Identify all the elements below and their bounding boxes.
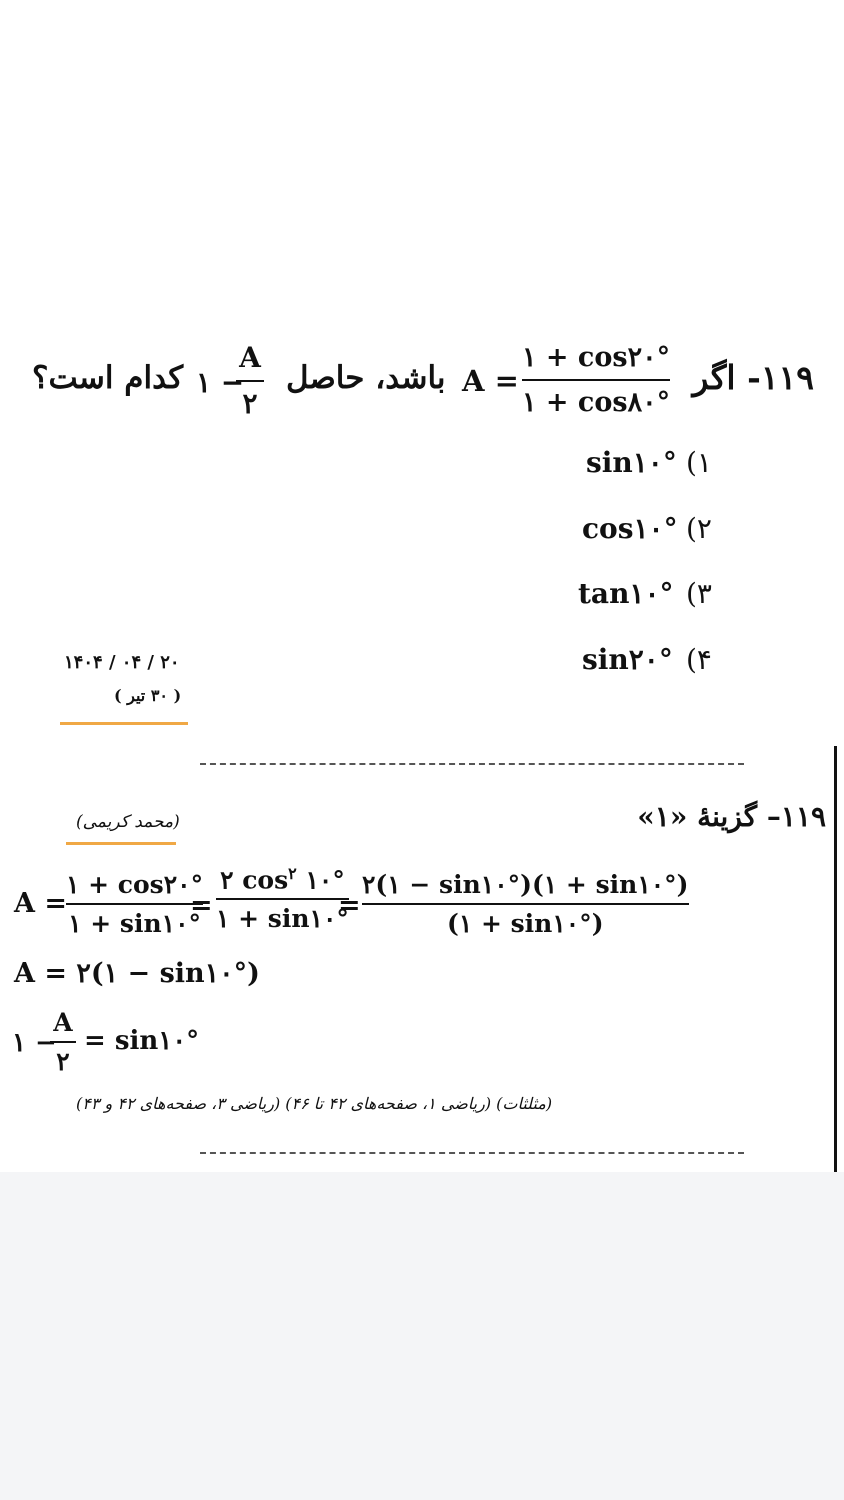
option-1-number: (۱ [686,446,712,479]
option-3-number: (۳ [686,577,712,610]
option-3-value: tan۱۰° [578,577,674,610]
separator-bottom [200,1152,744,1154]
fraction-bar [522,379,670,381]
line3-rest: = sin۱۰° [84,1026,200,1056]
stamp-underline [60,722,188,725]
question-A-equals: A = [462,364,519,398]
line3-prefix: ۱ − [12,1028,57,1058]
solution-fraction-2 [216,864,349,934]
bottom-blank-area [0,1172,844,1500]
solution-author: (محمد کریمی) [76,812,180,832]
stamp-date: ۱۴۰۴ / ۰۴ / ۲۰ [64,652,180,673]
question-middle-text: باشد، حاصل [286,360,446,396]
expr-numerator: A [239,341,261,374]
fraction-2-numerator: ۲ $\cos^۲$ ۱۰° [220,864,345,895]
fraction-bar [50,1041,76,1043]
line3-numerator: A [53,1008,73,1037]
line3-A-over-2 [50,1010,76,1074]
fraction-3-denominator: (۱ + sin۱۰°) [446,909,604,938]
fraction-bar [66,903,203,905]
question-one-minus: ۱ − [196,366,245,399]
expr-denominator: ۲ [242,387,258,420]
solution-fraction-3 [362,872,689,936]
question-fraction [522,344,670,416]
fraction-bar [362,903,689,905]
line3-denominator: ۲ [56,1047,70,1076]
fraction-3-numerator: ۲(۱ − sin۱۰°)(۱ + sin۱۰°) [362,870,689,899]
stamp-day: ( ۳۰ تیر ) [114,686,182,705]
option-2-value: cos۱۰° [582,512,678,545]
option-4-value: sin۲۰° [582,643,673,676]
question-number: ۱۱۹- اگر [692,358,814,397]
separator-top [200,763,744,765]
equals-2: = [338,890,361,921]
solution-line2: A = ۲(۱ − sin۱۰°) [14,958,260,989]
option-1-value: sin۱۰° [586,446,677,479]
author-underline [66,842,176,845]
fraction-1-numerator: ۱ + cos۲۰° [66,870,204,899]
question-fraction-numerator: ۱ + cos۲۰° [522,342,671,373]
solution-heading: ۱۱۹– گزینهٔ «۱» [637,800,826,833]
equals-1: = [190,890,213,921]
question-tail-text: کدام است؟ [32,360,184,396]
solution-side-rule [834,746,837,1172]
option-2-number: (۲ [686,512,712,545]
fraction-2-denominator: ۱ + sin۱۰° [216,904,349,934]
solution-reference: (مثلثات) (ریاضی ۱، صفحه‌های ۴۲ تا ۴۶) (ریاضی ۳، صفحه‌های ۴۲ و ۴۳) [76,1094,553,1113]
solution-fraction-1 [66,872,203,936]
question-fraction-denominator: ۱ + cos۸۰° [522,387,671,418]
solution-line1-lhs: A = [14,888,67,919]
option-4-number: (۴ [686,643,712,676]
fraction-1-denominator: ۱ + sin۱۰° [68,909,201,938]
fraction-bar [216,898,349,900]
